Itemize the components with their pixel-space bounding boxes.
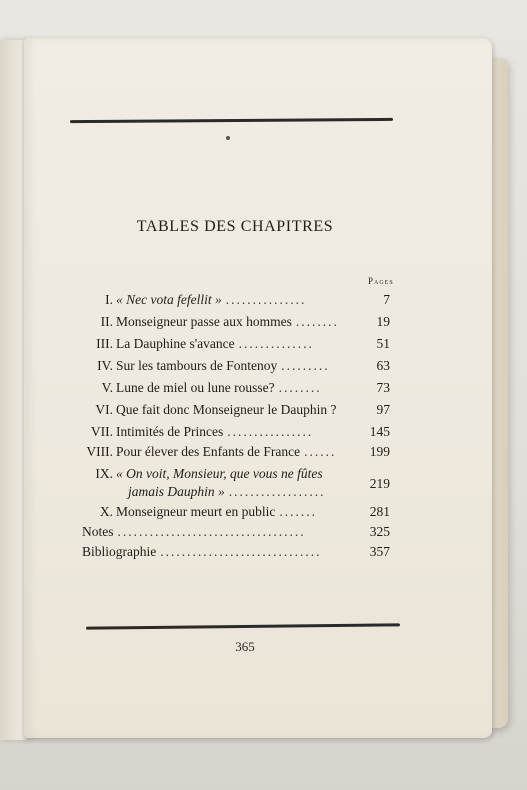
chapter-number: IX. [95, 466, 113, 481]
chapter-title-continued: jamais Dauphin » .................. [128, 484, 326, 499]
section-title: Notes ................................... [82, 524, 306, 539]
chapter-number: V. [101, 380, 113, 395]
chapter-title: Pour élever des Enfants de France ...... [116, 444, 337, 459]
toc-entry-notes [80, 524, 390, 542]
chapter-title: Monseigneur meurt en public ....... [116, 504, 317, 519]
page-number: 7 [383, 292, 390, 307]
toc-entry-2 [80, 314, 390, 332]
page-number: 145 [369, 424, 390, 439]
toc-entry-8 [80, 444, 390, 462]
toc-entry-1 [80, 292, 390, 310]
chapter-title: Monseigneur passe aux hommes ........ [116, 314, 339, 329]
chapter-number: VI. [95, 402, 113, 417]
chapter-title: La Dauphine s'avance .............. [116, 336, 314, 351]
chapter-title: Que fait donc Monseigneur le Dauphin ? [116, 402, 337, 417]
page-number: 325 [369, 524, 390, 539]
page-number: 281 [369, 504, 390, 519]
page-number: 51 [376, 336, 390, 351]
folio-page-number: 365 [235, 639, 255, 654]
toc-entry-10 [80, 504, 390, 522]
page-number: 19 [376, 314, 390, 329]
section-title: Bibliographie .............................. [82, 544, 322, 559]
chapter-title: Sur les tambours de Fontenoy ......... [116, 358, 330, 373]
page-number: 357 [369, 544, 390, 559]
toc-entry-5 [80, 380, 390, 398]
page-number: 63 [376, 358, 390, 373]
toc-entry-3 [80, 336, 390, 354]
chapter-title: « Nec vota fefellit » ............... [116, 292, 307, 307]
page-number: 97 [376, 402, 390, 417]
chapter-number: VII. [90, 424, 113, 439]
chapter-number: VIII. [86, 444, 113, 459]
chapter-number: IV. [97, 358, 113, 373]
toc-entry-7 [80, 424, 390, 442]
pages-column-label: Pages [368, 276, 394, 286]
chapter-title: Intimités de Princes ................ [116, 424, 314, 439]
toc-entry-6 [80, 402, 390, 420]
chapter-number: III. [96, 336, 113, 351]
chapter-number: II. [100, 314, 113, 329]
paper-speck [226, 136, 230, 140]
chapter-number: I. [105, 292, 113, 307]
toc-entry-bibliographie [80, 544, 390, 562]
chapter-number: X. [99, 504, 113, 519]
chapter-title: Lune de miel ou lune rousse? ........ [116, 380, 322, 395]
page-number: 219 [369, 476, 390, 491]
page-number: 73 [376, 380, 390, 395]
page-number: 199 [369, 444, 390, 459]
page-title: TABLES DES CHAPITRES [136, 218, 334, 235]
chapter-title: « On voit, Monsieur, que vous ne fûtes [116, 466, 323, 481]
toc-entry-9 [80, 466, 390, 504]
toc-entry-4 [80, 358, 390, 376]
